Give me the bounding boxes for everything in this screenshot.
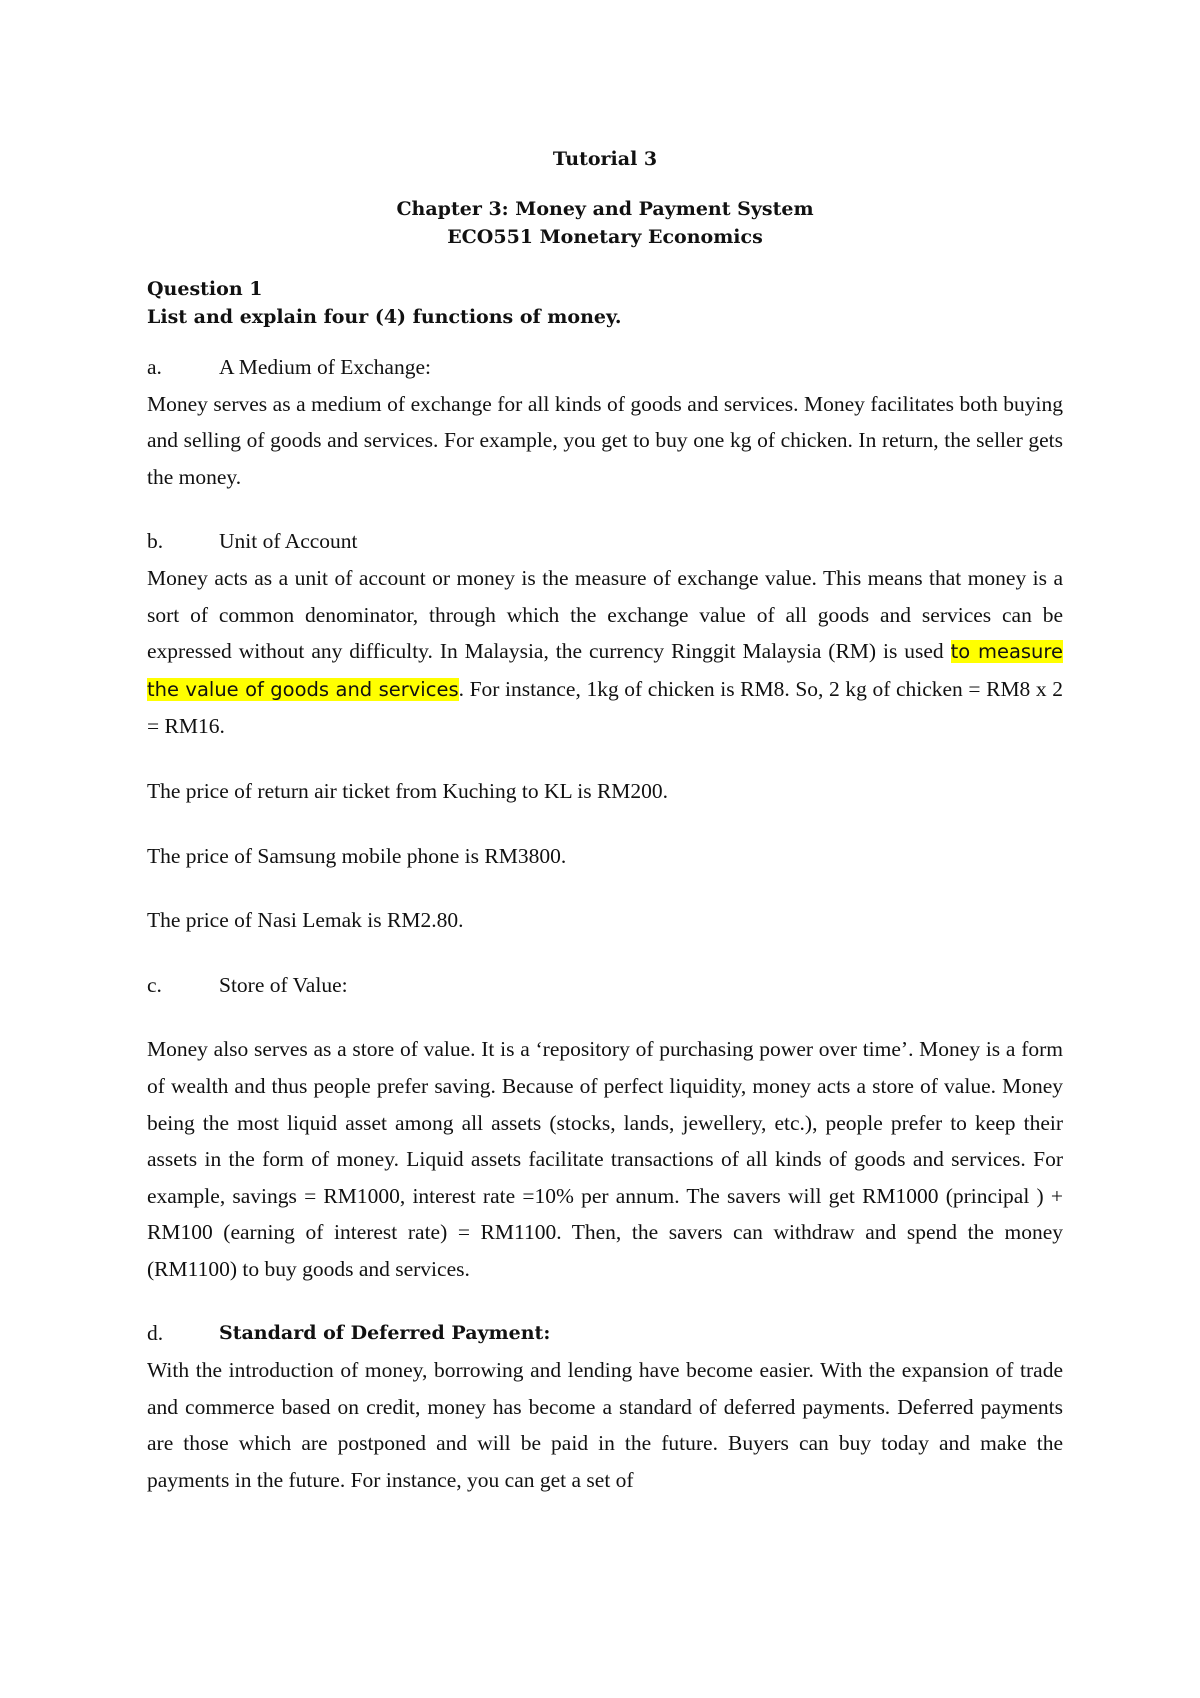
section-b-body-post: . For instance, 1kg of chicken is RM8. So, 2 kg of chicken = RM8 x 2 = RM16. xyxy=(147,676,1063,739)
highlighted-phrase: to measure the value of goods and services xyxy=(147,640,1064,701)
chapter-title: Chapter 3: Money and Payment System xyxy=(396,198,814,220)
document-content xyxy=(147,145,1063,1498)
section-b-body xyxy=(147,560,1063,745)
section-b-body-pre: Money acts as a unit of account or money is the measure of exchange value. This means that money is a sort of common denominator, through which the exchange value of all goods and services can be expressed without any difficulty. In Malaysia, the currency Ringgit Malaysia (RM) is used xyxy=(147,565,1063,664)
section-c-body: Money also serves as a store of value. It is a ‘repository of purchasing power over time’. Money is a form of wealth and thus people prefer saving. Because of perfect liquidity, money acts a store of value. Money being the most liquid asset among all assets (stocks, lands, jewellery, etc.), people prefer to keep their assets in the form of money. Liquid assets facilitate transactions of all kinds of goods and services. For example, savings = RM1000, interest rate =10% per annum. The savers will get RM1000 (principal ) + RM100 (earning of interest rate) = RM1100. Then, the savers can withdraw and spend the money (RM1100) to buy goods and services. xyxy=(147,1037,1063,1281)
section-d-body: With the introduction of money, borrowing and lending have become easier. With the expansion of trade and commerce based on credit, money has become a standard of deferred payments. Deferred payments are those which are postponed and will be paid in the future. Buyers can buy today and make the payments in the future. For instance, you can get a set of xyxy=(147,1358,1063,1492)
section-b-heading xyxy=(147,523,1063,560)
section-b-letter: b. xyxy=(147,529,164,554)
section-a-body: Money serves as a medium of exchange for all kinds of goods and services. Money facilitates both buying and selling of goods and services. For example, you get to buy one kg of chicken. In return, the seller gets the money. xyxy=(147,391,1063,489)
section-c-title: Store of Value: xyxy=(219,972,348,997)
example-air-ticket: The price of return air ticket from Kuching to KL is RM200. xyxy=(147,778,669,803)
section-a-title: A Medium of Exchange: xyxy=(219,355,431,379)
section-c-letter: c. xyxy=(147,972,162,997)
question-prompt: List and explain four (4) functions of money. xyxy=(147,306,622,328)
tutorial-title: Tutorial 3 xyxy=(552,148,658,170)
section-a-letter: a. xyxy=(147,355,162,379)
section-b-title: Unit of Account xyxy=(219,529,358,554)
section-d-letter: d. xyxy=(147,1321,164,1346)
example-nasi-lemak: The price of Nasi Lemak is RM2.80. xyxy=(147,908,464,933)
section-d-title: Standard of Deferred Payment: xyxy=(219,1322,551,1345)
section-c-heading xyxy=(147,967,1063,1004)
section-a-heading xyxy=(147,349,1063,386)
question-label: Question 1 xyxy=(147,278,263,300)
course-title: ECO551 Monetary Economics xyxy=(447,226,763,248)
section-d-heading xyxy=(147,1315,1063,1352)
example-phone: The price of Samsung mobile phone is RM3800. xyxy=(147,843,567,868)
